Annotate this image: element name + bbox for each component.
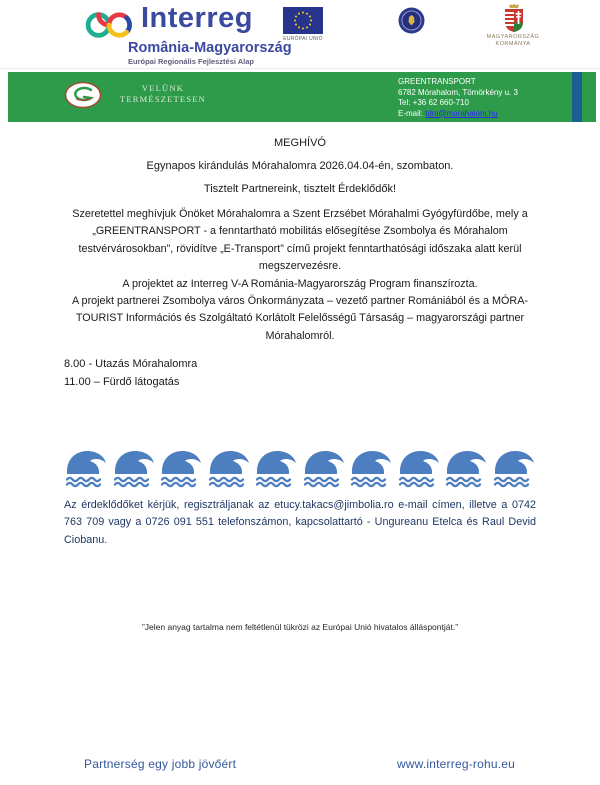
greentransport-banner	[8, 72, 596, 122]
main-content	[0, 137, 600, 549]
hungary-gov-caption	[477, 34, 549, 48]
registration-paragraph: Az érdeklődőket kérjük, regisztráljanak az etucy.takacs@jimbolia.ro e-mail címen, illetve a 0742 763 709 vagy a 0726 091 551 telefonszámon, kapcsolattartó - Ungureanu Etelca és Raul Devid Ciobanu.	[64, 499, 536, 546]
wave-icon	[112, 447, 156, 488]
banner-slogan-line1: VELÜNK	[141, 83, 185, 93]
footer-website: www.interreg-rohu.eu	[396, 757, 515, 771]
banner-org-name: GREENTRANSPORT	[398, 77, 476, 86]
wave-row	[64, 447, 536, 488]
romania-gov-emblem-icon	[398, 7, 425, 34]
banner-slogan-line2: TERMÉSZETESEN	[120, 94, 206, 104]
project-description-para2: A projektet az Interreg V-A Románia-Magyarország Program finanszírozta.	[122, 277, 478, 290]
wave-icon	[254, 447, 298, 488]
interreg-logo-icon	[85, 9, 137, 41]
document-title: MEGHÍVÓ	[274, 137, 326, 149]
eu-disclaimer: ”Jelen anyag tartalma nem feltétlenül tükrözi az Európai Unió hivatalos álláspontját.”	[141, 622, 459, 632]
hungary-gov-caption-line1: MAGYARORSZÁG	[486, 34, 540, 40]
eu-flag-caption: EURÓPAI UNIÓ	[283, 36, 323, 42]
interreg-fund-line: Európai Regionális Fejlesztési Alap	[128, 57, 255, 66]
interreg-program-name: România-Magyarország	[128, 40, 292, 56]
header	[0, 0, 600, 70]
trip-subtitle: Egynapos kirándulás Mórahalomra 2026.04.04-én, szombaton.	[146, 160, 454, 172]
interreg-wordmark: Interreg	[141, 2, 253, 34]
footer	[0, 757, 600, 771]
wave-icon	[492, 447, 536, 488]
schedule-item-2: 11.00 – Fürdő látogatás	[64, 375, 180, 388]
banner-address: 6782 Mórahalom, Tömörkény u. 3	[398, 87, 518, 97]
wave-icon	[207, 447, 251, 488]
banner-phone: Tel: +36 62 660-710	[398, 98, 469, 107]
banner-email-label: E-mail:	[398, 108, 426, 118]
schedule-item-1: 8.00 - Utazás Mórahalomra	[64, 358, 198, 371]
hungary-gov-caption-line2: KORMÁNYA	[495, 41, 531, 47]
banner-email-line	[398, 109, 518, 120]
banner-contact-block	[398, 77, 518, 119]
wave-icon	[159, 447, 203, 488]
eu-flag-icon	[283, 7, 323, 34]
project-description-para1: Szeretettel meghívjuk Önöket Mórahalomra a Szent Erzsébet Mórahalmi Gyógyfürdőbe, mely a „GREENTRANSPORT - a fenntartható mobilitás elősegítése Zsombolya és Mórahalom testvérvárosokban”, rövidítve „E-Transport” című projekt fenntarthatósági időszaka alatt kerül megszervezésre.	[72, 208, 528, 273]
wave-icon	[64, 447, 108, 488]
project-description	[64, 206, 536, 345]
banner-accent-stripe	[572, 72, 582, 122]
wave-icon	[444, 447, 488, 488]
morahalom-tourism-logo-icon	[64, 81, 102, 109]
schedule-list	[64, 356, 536, 391]
footer-slogan: Partnerség egy jobb jövőért	[84, 757, 237, 771]
wave-icon	[397, 447, 441, 488]
header-divider	[0, 68, 600, 69]
hungary-coat-of-arms-icon	[503, 4, 525, 33]
wave-icon	[349, 447, 393, 488]
banner-slogan	[108, 83, 218, 105]
project-description-para3: A projekt partnerei Zsombolya város Önkormányzata – vezető partner Romániából és a MÓRA-TOURIST Információs és Szolgáltató Korlátolt Felelősségű Társaság – magyarországi partner Mórahalomról.	[71, 295, 529, 342]
wave-icon	[302, 447, 346, 488]
banner-email-link[interactable]: tdm@morahalom.hu	[425, 108, 498, 118]
greeting-line: Tisztelt Partnereink, tisztelt Érdeklődők!	[203, 183, 397, 195]
